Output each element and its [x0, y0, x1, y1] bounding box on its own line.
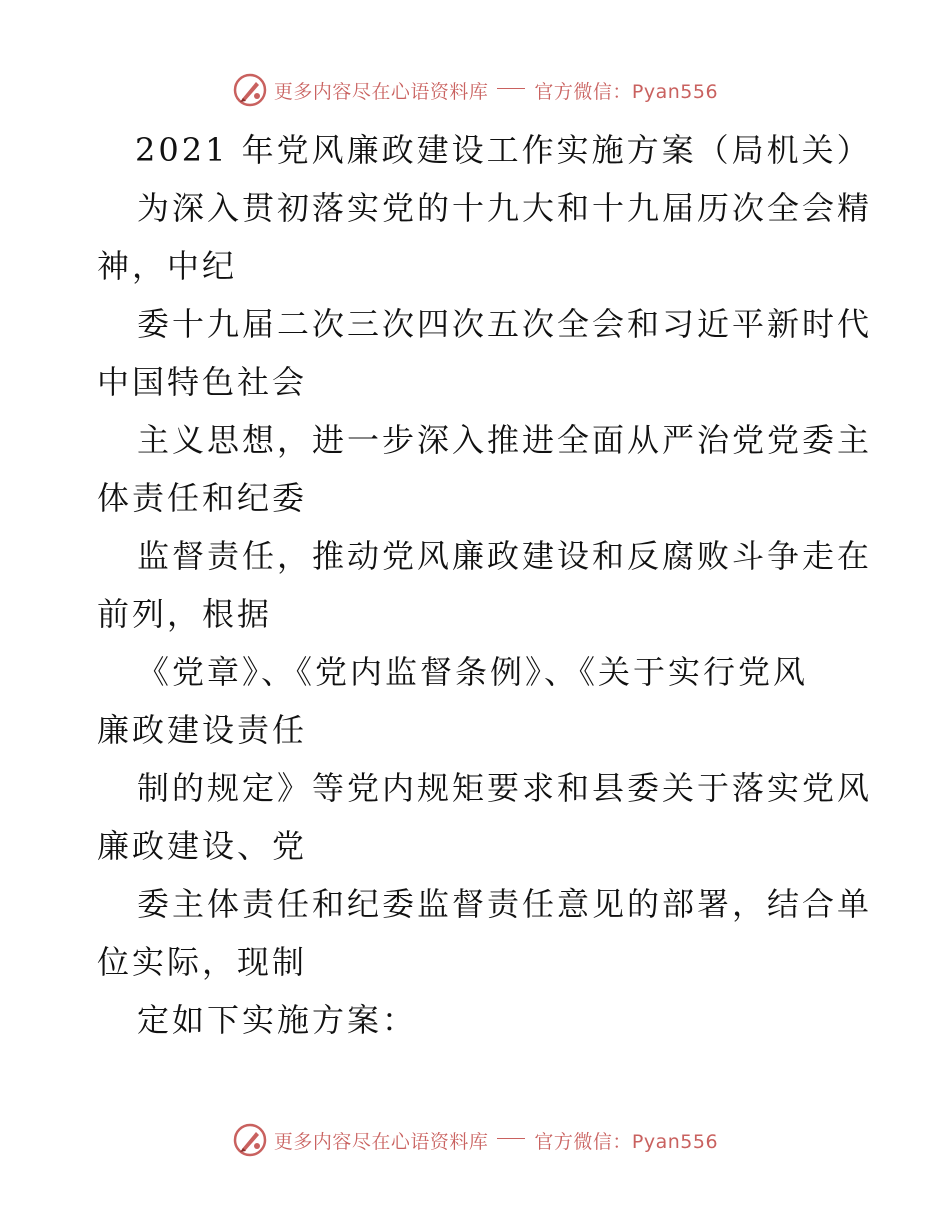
- document-body: [97, 121, 873, 1049]
- header-watermark: [0, 70, 950, 110]
- watermark-main-text: 更多内容尽在心语资料库: [273, 1130, 489, 1153]
- paragraph-line: 前列，根据: [97, 595, 273, 633]
- paragraph-line: 中国特色社会: [97, 363, 308, 401]
- paragraph-line: 定如下实施方案：: [137, 1001, 418, 1039]
- paragraph-line: 体责任和纪委: [97, 479, 308, 517]
- paragraph-line: 制的规定》等党内规矩要求和县委关于落实党风: [137, 769, 873, 807]
- pen-logo-icon: [232, 1122, 268, 1158]
- paragraph-line: 神，中纪: [97, 247, 238, 285]
- paragraph-line: 委主体责任和纪委监督责任意见的部署，结合单: [137, 885, 873, 923]
- paragraph-line: 廉政建设、党: [97, 827, 308, 865]
- paragraph-line: 位实际，现制: [97, 943, 308, 981]
- paragraph-line: 主义思想，进一步深入推进全面从严治党党委主: [137, 421, 873, 459]
- document-title: 2021 年党风廉政建设工作实施方案（局机关）: [135, 131, 872, 169]
- watermark-main-text: 更多内容尽在心语资料库: [273, 80, 489, 103]
- paragraph-line: 监督责任，推动党风廉政建设和反腐败斗争走在: [137, 537, 873, 575]
- paragraph-line: 廉政建设责任: [97, 711, 308, 749]
- footer-watermark: [0, 1120, 950, 1160]
- pen-logo-icon: [232, 72, 268, 108]
- watermark-wechat-text: 官方微信：Pyan556: [534, 1130, 719, 1153]
- paragraph-line: 委十九届二次三次四次五次全会和习近平新时代: [137, 305, 873, 343]
- watermark-dash: [497, 88, 525, 89]
- paragraph-line: 为深入贯初落实党的十九大和十九届历次全会精: [137, 189, 873, 227]
- paragraph-line: 《党章》、《党内监督条例》、《关于实行党风: [137, 653, 809, 691]
- watermark-dash: [497, 1138, 525, 1139]
- watermark-wechat-text: 官方微信：Pyan556: [534, 80, 719, 103]
